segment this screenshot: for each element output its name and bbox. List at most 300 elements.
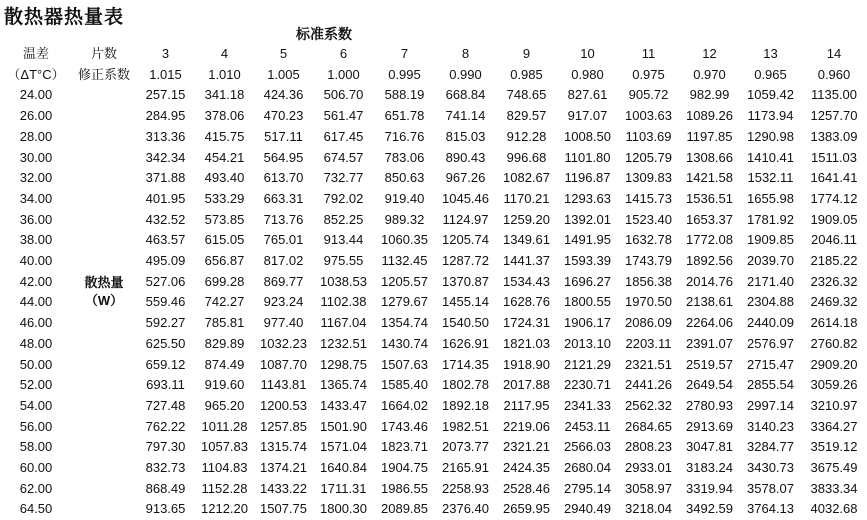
table-body (0, 44, 867, 520)
temp-diff-cell: 52.00 (19, 377, 53, 393)
heat-value-cell: 732.77 (323, 170, 364, 186)
heat-value-cell: 977.40 (263, 315, 304, 331)
heat-value-cell: 342.34 (145, 149, 186, 165)
heat-value-cell: 1534.43 (503, 273, 550, 289)
heat-value-cell: 785.81 (204, 315, 245, 331)
heat-value-cell: 827.61 (567, 87, 608, 103)
table-row (0, 127, 867, 148)
heat-value-cell: 1511.03 (810, 149, 858, 165)
heat-value-cell: 2649.54 (686, 377, 733, 393)
heat-value-cell: 2341.33 (564, 397, 611, 413)
heat-value-cell: 2203.11 (625, 335, 672, 351)
heat-value-cell: 1259.20 (503, 211, 550, 227)
heat-value-cell: 1132.45 (381, 253, 428, 269)
column-header: 5 (279, 46, 288, 61)
heat-value-cell: 1152.28 (201, 480, 248, 496)
heat-value-cell: 2440.09 (747, 315, 794, 331)
heat-value-cell: 1104.83 (201, 460, 248, 476)
heat-value-cell: 3319.94 (686, 480, 733, 496)
heat-value-cell: 493.40 (204, 170, 245, 186)
heat-value-cell: 2171.40 (747, 273, 794, 289)
temp-diff-cell: 60.00 (19, 460, 53, 476)
heat-value-cell: 2304.88 (747, 294, 794, 310)
table-row (0, 106, 867, 127)
temp-diff-cell: 46.00 (19, 315, 53, 331)
heat-value-cell: 2519.57 (686, 356, 733, 372)
heat-value-cell: 699.28 (204, 273, 245, 289)
coefficient-cell: 0.980 (571, 66, 604, 82)
heat-value-cell: 890.43 (445, 149, 486, 165)
heat-value-cell: 2614.18 (810, 315, 858, 331)
column-header: 10 (580, 46, 595, 61)
heat-value-cell: 1986.55 (381, 480, 428, 496)
column-header: 9 (522, 46, 531, 61)
heat-value-cell: 762.22 (145, 418, 186, 434)
table-row (0, 313, 867, 334)
heat-value-cell: 905.72 (628, 87, 669, 103)
heat-value-cell: 1365.74 (320, 377, 367, 393)
column-header: 14 (826, 46, 842, 61)
heat-value-cell: 284.95 (145, 108, 186, 124)
heat-value-cell: 559.46 (145, 294, 186, 310)
column-header: 13 (763, 46, 778, 61)
empty-cell (72, 85, 136, 106)
heat-value-cell: 506.70 (323, 87, 364, 103)
heat-value-cell: 1124.97 (442, 211, 489, 227)
heat-value-cell: 850.63 (384, 170, 425, 186)
heat-value-cell: 1143.81 (260, 377, 307, 393)
heat-value-cell: 1170.21 (503, 190, 550, 206)
heat-value-cell: 1082.67 (503, 170, 550, 186)
heat-value-cell: 3140.23 (747, 418, 794, 434)
heat-value-cell: 2089.85 (381, 501, 428, 517)
heat-value-cell: 2940.49 (564, 501, 611, 517)
heat-value-cell: 2326.32 (810, 273, 858, 289)
table-row (0, 334, 867, 355)
heat-value-cell: 2017.88 (503, 377, 550, 393)
heat-value-cell: 1197.85 (686, 128, 733, 144)
heat-value-cell: 996.68 (506, 149, 547, 165)
heat-value-cell: 1200.53 (260, 397, 307, 413)
heat-value-cell: 727.48 (145, 397, 186, 413)
header-row-coefficients (0, 65, 867, 86)
heat-value-cell: 783.06 (384, 149, 425, 165)
empty-cell (72, 375, 136, 396)
heat-value-cell: 3047.81 (686, 439, 733, 455)
heat-value-cell: 1523.40 (625, 211, 672, 227)
standard-coefficient-header: 标准系数 (296, 26, 352, 42)
heat-value-cell: 2086.09 (625, 315, 672, 331)
heat-value-cell: 2138.61 (686, 294, 733, 310)
table-row (0, 375, 867, 396)
empty-cell (72, 313, 136, 334)
heat-value-cell: 2165.91 (442, 460, 489, 476)
heat-value-cell: 1430.74 (381, 335, 428, 351)
heat-value-cell: 2684.65 (625, 418, 672, 434)
heat-value-cell: 401.95 (145, 190, 186, 206)
heat-value-cell: 663.31 (263, 190, 304, 206)
heat-value-cell: 2566.03 (564, 439, 611, 455)
heat-value-cell: 2909.20 (810, 356, 858, 372)
empty-cell (72, 251, 136, 272)
heat-value-cell: 2808.23 (625, 439, 672, 455)
heat-value-cell: 2576.97 (747, 335, 794, 351)
heat-value-cell: 1711.31 (320, 480, 367, 496)
heat-value-cell: 3492.59 (686, 501, 733, 517)
heat-value-cell: 592.27 (145, 315, 186, 331)
heat-value-cell: 3210.97 (810, 397, 858, 413)
temp-diff-cell: 48.00 (19, 335, 53, 351)
heat-value-cell: 1507.63 (381, 356, 428, 372)
heat-value-cell: 1089.26 (686, 108, 733, 124)
heat-value-cell: 1205.57 (381, 273, 428, 289)
heat-value-cell: 1257.85 (260, 418, 307, 434)
temp-diff-cell: 26.00 (19, 108, 53, 124)
heat-value-cell: 1441.37 (503, 253, 550, 269)
table-row (0, 458, 867, 479)
heat-value-cell: 2014.76 (686, 273, 733, 289)
temp-diff-cell: 34.00 (19, 190, 53, 206)
heat-value-cell: 1909.05 (810, 211, 858, 227)
heat-value-cell: 913.65 (145, 501, 186, 517)
heat-value-cell: 257.15 (145, 87, 186, 103)
heat-value-cell: 3519.12 (810, 439, 858, 455)
heat-output-unit: （W） (84, 293, 124, 309)
temp-diff-cell: 64.50 (19, 501, 53, 517)
heat-value-cell: 1212.20 (201, 501, 248, 517)
heat-value-cell: 3364.27 (810, 418, 858, 434)
heat-value-cell: 2715.47 (747, 356, 794, 372)
heat-value-cell: 742.27 (204, 294, 245, 310)
heat-value-cell: 674.57 (323, 149, 364, 165)
heat-value-cell: 2760.82 (810, 335, 858, 351)
heat-value-cell: 517.11 (264, 128, 303, 144)
heat-value-cell: 1032.23 (260, 335, 307, 351)
heat-value-cell: 1772.08 (686, 232, 733, 248)
temp-diff-cell: 32.00 (19, 170, 53, 186)
heat-value-cell: 668.84 (445, 87, 486, 103)
heat-value-cell: 1290.98 (747, 128, 794, 144)
heat-value-cell: 1101.80 (564, 149, 611, 165)
heat-value-cell: 2391.07 (686, 335, 733, 351)
heat-value-cell: 797.30 (145, 439, 186, 455)
heat-value-cell: 341.18 (204, 87, 245, 103)
empty-cell (72, 355, 136, 376)
heat-value-cell: 1135.00 (810, 87, 858, 103)
temp-diff-cell: 30.00 (19, 149, 53, 165)
heat-value-cell: 1103.69 (625, 128, 672, 144)
heat-value-cell: 1593.39 (564, 253, 611, 269)
heat-value-cell: 2453.11 (564, 418, 611, 434)
heat-value-cell: 415.75 (204, 128, 245, 144)
heat-value-cell: 659.12 (145, 356, 186, 372)
heat-value-cell: 2039.70 (747, 253, 794, 269)
heat-value-cell: 1349.61 (503, 232, 550, 248)
heat-value-cell: 651.78 (384, 108, 425, 124)
empty-cell (72, 230, 136, 251)
heat-value-cell: 2913.69 (686, 418, 733, 434)
heat-value-cell: 1540.50 (442, 315, 489, 331)
heat-value-cell: 2046.11 (810, 232, 858, 248)
heat-value-cell: 923.24 (263, 294, 304, 310)
heat-value-cell: 4032.68 (810, 501, 858, 517)
heat-value-cell: 3764.13 (747, 501, 794, 517)
coefficient-cell: 0.970 (693, 66, 726, 82)
temp-diff-cell: 44.00 (19, 294, 53, 310)
heat-value-cell: 1536.51 (686, 190, 733, 206)
heat-value-cell: 495.09 (145, 253, 186, 269)
heat-value-cell: 2528.46 (503, 480, 550, 496)
heat-value-cell: 1003.63 (625, 108, 672, 124)
heat-value-cell: 716.76 (384, 128, 425, 144)
heat-value-cell: 1196.87 (564, 170, 611, 186)
table-row (0, 251, 867, 272)
heat-value-cell: 1205.79 (625, 149, 672, 165)
heat-value-cell: 1800.55 (564, 294, 611, 310)
heat-value-cell: 1309.83 (625, 170, 672, 186)
temp-diff-cell: 54.00 (19, 397, 53, 413)
heat-value-cell: 1102.38 (320, 294, 367, 310)
coefficient-cell: 1.000 (327, 66, 360, 82)
heat-value-cell: 1383.09 (810, 128, 858, 144)
heat-value-cell: 432.52 (145, 211, 186, 227)
heat-value-cell: 1167.04 (320, 315, 367, 331)
coefficient-cell: 0.975 (632, 66, 665, 82)
heat-value-cell: 1571.04 (320, 439, 367, 455)
table-row (0, 479, 867, 500)
heat-value-cell: 1433.47 (320, 397, 367, 413)
heat-value-cell: 2795.14 (564, 480, 611, 496)
heat-value-cell: 564.95 (263, 149, 304, 165)
heat-value-cell: 1354.74 (381, 315, 428, 331)
heat-value-cell: 1455.14 (442, 294, 489, 310)
heat-value-cell: 1641.41 (810, 170, 858, 186)
heat-value-cell: 463.57 (145, 232, 186, 248)
column-header: 7 (400, 46, 409, 61)
heat-value-cell: 313.36 (145, 128, 186, 144)
heat-value-cell: 1087.70 (260, 356, 307, 372)
heat-value-cell: 615.05 (204, 232, 245, 248)
heat-value-cell: 573.85 (204, 211, 245, 227)
page-title: 散热器热量表 (4, 7, 125, 28)
heat-value-cell: 1774.12 (810, 190, 858, 206)
heat-value-cell: 2659.95 (503, 501, 550, 517)
heat-value-cell: 3059.26 (810, 377, 858, 393)
coefficient-cell: 0.960 (817, 66, 851, 82)
table-row (0, 210, 867, 231)
temp-diff-cell: 42.00 (19, 273, 53, 289)
empty-cell (72, 168, 136, 189)
coefficient-cell: 1.005 (267, 66, 300, 82)
heat-value-cell: 1392.01 (564, 211, 611, 227)
temp-diff-cell: 28.00 (19, 128, 53, 144)
heat-value-cell: 1038.53 (320, 273, 367, 289)
heat-value-cell: 470.23 (263, 108, 304, 124)
heat-value-cell: 3430.73 (747, 460, 794, 476)
heat-value-cell: 454.21 (204, 149, 245, 165)
heat-value-cell: 2562.32 (625, 397, 672, 413)
heat-value-cell: 1293.63 (564, 190, 611, 206)
heat-value-cell: 1743.46 (381, 418, 428, 434)
empty-cell (72, 106, 136, 127)
heat-value-cell: 1287.72 (442, 253, 489, 269)
heat-value-cell: 1856.38 (625, 273, 672, 289)
temp-diff-cell: 62.00 (19, 480, 53, 496)
heat-value-cell: 1664.02 (381, 397, 428, 413)
heat-value-cell: 1970.50 (625, 294, 672, 310)
heat-value-cell: 982.99 (689, 87, 730, 103)
heat-value-cell: 1904.75 (381, 460, 428, 476)
empty-cell (72, 334, 136, 355)
heat-value-cell: 1628.76 (503, 294, 550, 310)
heat-value-cell: 2424.35 (503, 460, 550, 476)
heat-value-cell: 1045.46 (442, 190, 489, 206)
heat-value-cell: 2855.54 (747, 377, 794, 393)
coefficient-cell: 1.015 (149, 66, 182, 82)
heat-value-cell: 1800.30 (320, 501, 367, 517)
heat-value-cell: 2321.21 (503, 439, 550, 455)
heat-value-cell: 815.03 (445, 128, 486, 144)
heat-value-cell: 1626.91 (442, 335, 489, 351)
heat-value-cell: 378.06 (204, 108, 245, 124)
heat-value-cell: 912.28 (506, 128, 547, 144)
heat-value-cell: 1892.56 (686, 253, 733, 269)
heat-value-cell: 1433.22 (260, 480, 307, 496)
column-header: 11 (641, 46, 656, 61)
heat-value-cell: 1714.35 (442, 356, 489, 372)
heat-value-cell: 1059.42 (747, 87, 794, 103)
column-header: 6 (339, 46, 348, 61)
heat-value-cell: 1410.41 (747, 149, 794, 165)
table-row (0, 85, 867, 106)
heat-value-cell: 913.44 (323, 232, 364, 248)
heat-output-label-text: 散热量 (84, 275, 124, 291)
heat-value-cell: 1370.87 (442, 273, 489, 289)
heat-value-cell: 829.89 (204, 335, 245, 351)
heat-table-wrapper (0, 44, 867, 520)
heat-value-cell: 1823.71 (381, 439, 428, 455)
empty-cell (72, 396, 136, 417)
heat-value-cell: 2073.77 (442, 439, 489, 455)
heat-value-cell: 2013.10 (564, 335, 611, 351)
heat-value-cell: 371.88 (145, 170, 186, 186)
heat-value-cell: 1892.18 (442, 397, 489, 413)
table-row (0, 148, 867, 169)
heat-value-cell: 1918.90 (503, 356, 550, 372)
heat-value-cell: 852.25 (323, 211, 364, 227)
heat-value-cell: 3578.07 (747, 480, 794, 496)
heat-value-cell: 917.07 (567, 108, 608, 124)
heat-value-cell: 1802.78 (442, 377, 489, 393)
heat-value-cell: 967.26 (445, 170, 486, 186)
heat-value-cell: 919.60 (204, 377, 245, 393)
heat-value-cell: 1298.75 (320, 356, 367, 372)
column-header: 8 (461, 46, 470, 61)
heat-value-cell: 1057.83 (201, 439, 248, 455)
heat-value-cell: 1308.66 (686, 149, 733, 165)
heat-value-cell: 2219.06 (503, 418, 550, 434)
temp-diff-label: 温差 (22, 46, 49, 61)
coefficient-cell: 0.985 (510, 66, 543, 82)
heat-value-cell: 1532.11 (747, 170, 794, 186)
heat-value-cell: 1507.75 (260, 501, 307, 517)
heat-value-cell: 3284.77 (747, 439, 794, 455)
empty-cell (72, 437, 136, 458)
heat-value-cell: 2376.40 (442, 501, 489, 517)
heat-value-cell: 1906.17 (564, 315, 611, 331)
heat-value-cell: 1011.28 (201, 418, 248, 434)
heat-value-cell: 989.32 (384, 211, 425, 227)
heat-value-cell: 1421.58 (686, 170, 733, 186)
heat-value-cell: 2258.93 (442, 480, 489, 496)
heat-value-cell: 748.65 (506, 87, 547, 103)
temp-diff-cell: 50.00 (19, 356, 53, 372)
heat-value-cell: 1415.73 (625, 190, 672, 206)
heat-value-cell: 1696.27 (564, 273, 611, 289)
heat-value-cell: 693.11 (146, 377, 185, 393)
heat-value-cell: 1724.31 (503, 315, 550, 331)
pieces-label: 片数 (90, 46, 117, 61)
coefficient-cell: 1.010 (208, 66, 241, 82)
heat-value-cell: 3218.04 (625, 501, 672, 517)
heat-value-cell: 832.73 (145, 460, 186, 476)
heat-value-cell: 829.57 (506, 108, 547, 124)
column-header: 3 (161, 46, 170, 61)
temp-diff-cell: 40.00 (19, 253, 53, 269)
heat-value-cell: 965.20 (204, 397, 245, 413)
heat-value-cell: 869.77 (263, 273, 304, 289)
heat-value-cell: 3058.97 (625, 480, 672, 496)
temp-diff-cell: 38.00 (19, 232, 53, 248)
heat-value-cell: 874.49 (204, 356, 245, 372)
empty-cell (72, 458, 136, 479)
table-row (0, 189, 867, 210)
temp-diff-cell: 36.00 (19, 211, 53, 227)
heat-value-cell: 1982.51 (442, 418, 489, 434)
heat-value-cell: 1653.37 (686, 211, 733, 227)
heat-value-cell: 1640.84 (320, 460, 367, 476)
heat-value-cell: 1257.70 (810, 108, 858, 124)
temp-diff-cell: 56.00 (19, 418, 53, 434)
heat-value-cell: 2780.93 (686, 397, 733, 413)
empty-cell (72, 210, 136, 231)
heat-value-cell: 2441.26 (625, 377, 672, 393)
heat-value-cell: 1781.92 (747, 211, 794, 227)
coefficient-cell: 0.990 (449, 66, 482, 82)
heat-value-cell: 3183.24 (686, 460, 733, 476)
heat-value-cell: 424.36 (263, 87, 304, 103)
heat-value-cell: 613.70 (263, 170, 304, 186)
heat-value-cell: 1632.78 (625, 232, 672, 248)
heat-value-cell: 1491.95 (564, 232, 611, 248)
heat-value-cell: 2997.14 (747, 397, 794, 413)
heat-value-cell: 533.29 (204, 190, 245, 206)
heat-value-cell: 1060.35 (381, 232, 428, 248)
empty-cell (72, 148, 136, 169)
heat-value-cell: 2680.04 (564, 460, 611, 476)
table-row (0, 417, 867, 438)
heat-value-cell: 2185.22 (810, 253, 858, 269)
heat-value-cell: 3675.49 (810, 460, 858, 476)
heat-value-cell: 713.76 (263, 211, 304, 227)
heat-value-cell: 2121.29 (564, 356, 611, 372)
heat-value-cell: 2117.95 (503, 397, 550, 413)
heat-value-cell: 1232.51 (320, 335, 367, 351)
heat-value-cell: 2230.71 (564, 377, 611, 393)
column-header: 12 (702, 46, 717, 61)
temp-diff-cell: 58.00 (19, 439, 53, 455)
heat-value-cell: 1501.90 (320, 418, 367, 434)
